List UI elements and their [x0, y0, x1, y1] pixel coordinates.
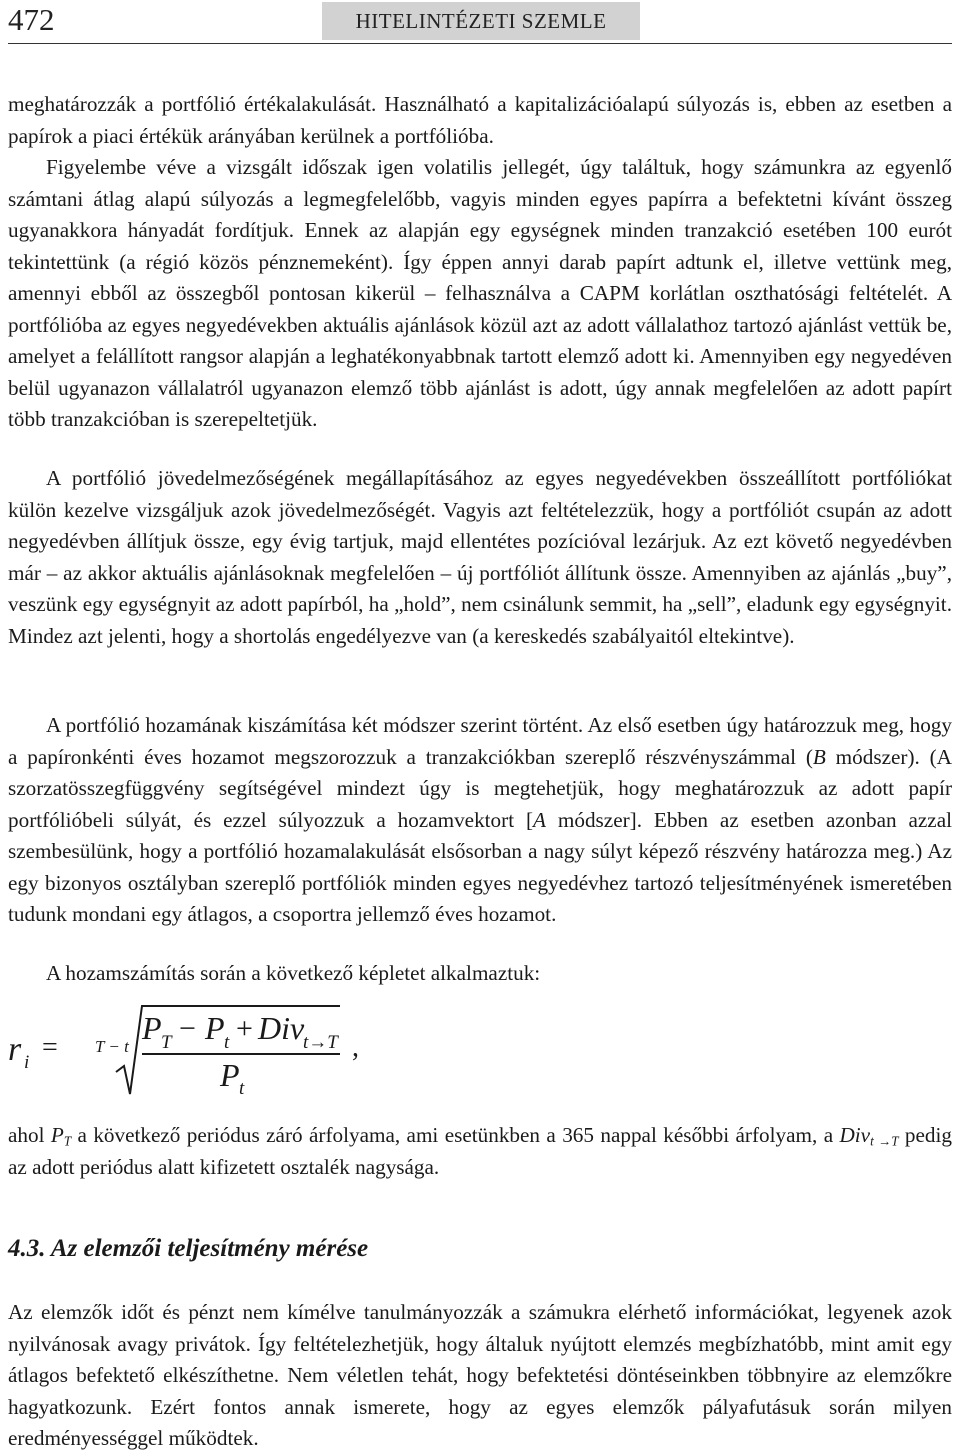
text-run: pedig az adott periódus alatt kifizetett osztalék nagysága.	[8, 1123, 952, 1179]
section-heading: 4.3. Az elemzői teljesítmény mérése	[8, 1235, 369, 1262]
return-formula	[8, 994, 568, 1100]
page-number: 472	[8, 2, 55, 37]
var-div-sub: t →T	[870, 1133, 899, 1149]
formula-den-p: P	[220, 1057, 240, 1093]
paragraph-equal-weighting: Figyelembe véve a vizsgált időszak igen volatilis jellegét, úgy találtuk, hogy számunkra az egyenlő számtani átlag alapú súlyozás a legmegfelelőbb, vagyis minden egyes papírra a befektetni kívánt összeg ugyanakkora hányadát fordítjuk. Ennek az alapján egy egységnek minden tranzakció esetében 100 eurót tekintettünk (a régió közös pénznemeként). Így éppen annyi darab papírt adtunk el, illetve vettünk meg, amennyi ebből az összegből pontosan kikerül – felhasználva a CAPM korlátlan oszthatósági feltételét. A portfólióba az egyes negyedévekben aktuális ajánlások közül azt az adott vállalathoz tartozó ajánlást vettük be, amelyet a felállított rangsor alapján a leghatékonyabbnak tartott elemző adott ki. Amennyiben egy negyedéven belül ugyanazon vállalatról ugyanazon elemző több ajánlást is adott, úgy annak megfelelően az adott papírt több tranzakcióban is szerepeltetjük.	[8, 155, 952, 431]
formula-num-p1: P	[142, 1010, 162, 1046]
method-b-var: B	[812, 744, 826, 769]
paragraph-formula-intro: A hozamszámítás során a következő képletet alkalmaztuk:	[46, 961, 541, 985]
formula-minus: −	[179, 1012, 196, 1045]
formula-num-sub1: T	[161, 1032, 172, 1053]
formula-den-sub: t	[239, 1078, 245, 1099]
header-divider	[8, 43, 952, 44]
text-run: A portfólió hozamának kiszámítása két módszer szerint történt. Az első esetben úgy határozzuk meg, hogy a papíronkénti éves hozamot megszorozzuk a tranzakciókban szereplő részvényszámmal (	[8, 713, 952, 769]
var-p-sub: T	[63, 1133, 72, 1149]
text-run: ahol	[8, 1123, 51, 1147]
var-div: Div	[839, 1123, 871, 1147]
paragraph-analyst-performance: Az elemzők időt és pénzt nem kímélve tanulmányozzák a számukra elérhető információkat, legyenek azok nyilvánosak avagy privátok. Így feltételezhetjük, hogy általuk nyújtott elemzés megbízhatóbb, mint amit egy átlagos befektető elkészíthetne. Nem véletlen tehát, hogy befektetési döntéseinkben többnyire az elemzőkre hagyatkozunk. Ezért fontos annak ismerete, hogy az egyes elemzők pályafutásuk során milyen eredményességgel működtek.	[8, 1300, 952, 1450]
paragraph-return-calculation	[8, 710, 952, 931]
formula-num-p2: P	[205, 1010, 225, 1046]
var-p: P	[50, 1123, 64, 1147]
running-header	[322, 2, 640, 40]
journal-title: HITELINTÉZETI SZEMLE	[355, 8, 607, 33]
formula-div: Div	[258, 1010, 305, 1046]
text-run: a következő periódus záró árfolyama, ami esetünkben a 365 nappal későbbi árfolyam, a	[71, 1123, 840, 1147]
formula-r: r	[8, 1031, 22, 1068]
method-a-var: A	[533, 807, 546, 832]
formula-root-index: T − t	[95, 1037, 129, 1056]
formula-num-sub2: t	[224, 1032, 230, 1053]
paragraph-portfolio-profitability: A portfólió jövedelmezőségének megállapításához az egyes negyedévekben összeállított portfóliókat külön kezelve vizsgáljuk azok jövedelmezőségét. Vagyis azt feltételezzük, hogy a portfóliót csupán az adott negyedévben állítjuk össze, egy évig tartjuk, majd ellentétes pozícióval lezárjuk. Az ezt követő negyedévben már – az akkor aktuális ajánlásoknak megfelelően – új portfóliót állítunk össze. Amennyiben az ajánlás „buy”, veszünk egy egységnyit az adott papírból, ha „hold”, nem csinálunk semmit, ha „sell”, eladunk egy egységnyit. Mindez azt jelenti, hogy a shortolás engedélyezve van (a kereskedés szabályaitól eltekintve).	[8, 466, 952, 648]
formula-r-sub: i	[24, 1052, 30, 1073]
text-run: módszer). (A szorzatösszegfüggvény segítségével mindezt úgy is megtehetjük, hogy meghatározzuk az adott papír portfólióbeli súlyát, és ezzel súlyozzuk a hozamvektort [	[8, 744, 952, 832]
text-run: módszer]. Ebben az esetben azonban azzal szembesülünk, hogy a portfólió hozamalakulását elsősorban a nagy súlyt képező részvény határozza meg.) Az egy bizonyos osztályban szereplő portfóliók minden egyes negyedévhez tartozó teljesítményének ismeretében tudunk mondani egy átlagos, a csoportra jellemző éves hozamot.	[8, 807, 953, 926]
paragraph-portfolio-weighting-end: meghatározzák a portfólió értékalakulását. Használható a kapitalizációalapú súlyozás is, ebben az esetben a papírok a piaci értékük arányában kerülnek a portfólióba.	[8, 92, 952, 148]
formula-comma: ,	[352, 1032, 359, 1063]
formula-plus: +	[236, 1012, 253, 1045]
paragraph-formula-legend	[8, 1120, 952, 1183]
return-formula-svg	[8, 994, 568, 1100]
formula-equals: =	[42, 1032, 58, 1063]
formula-div-sub: t→T	[303, 1032, 338, 1053]
